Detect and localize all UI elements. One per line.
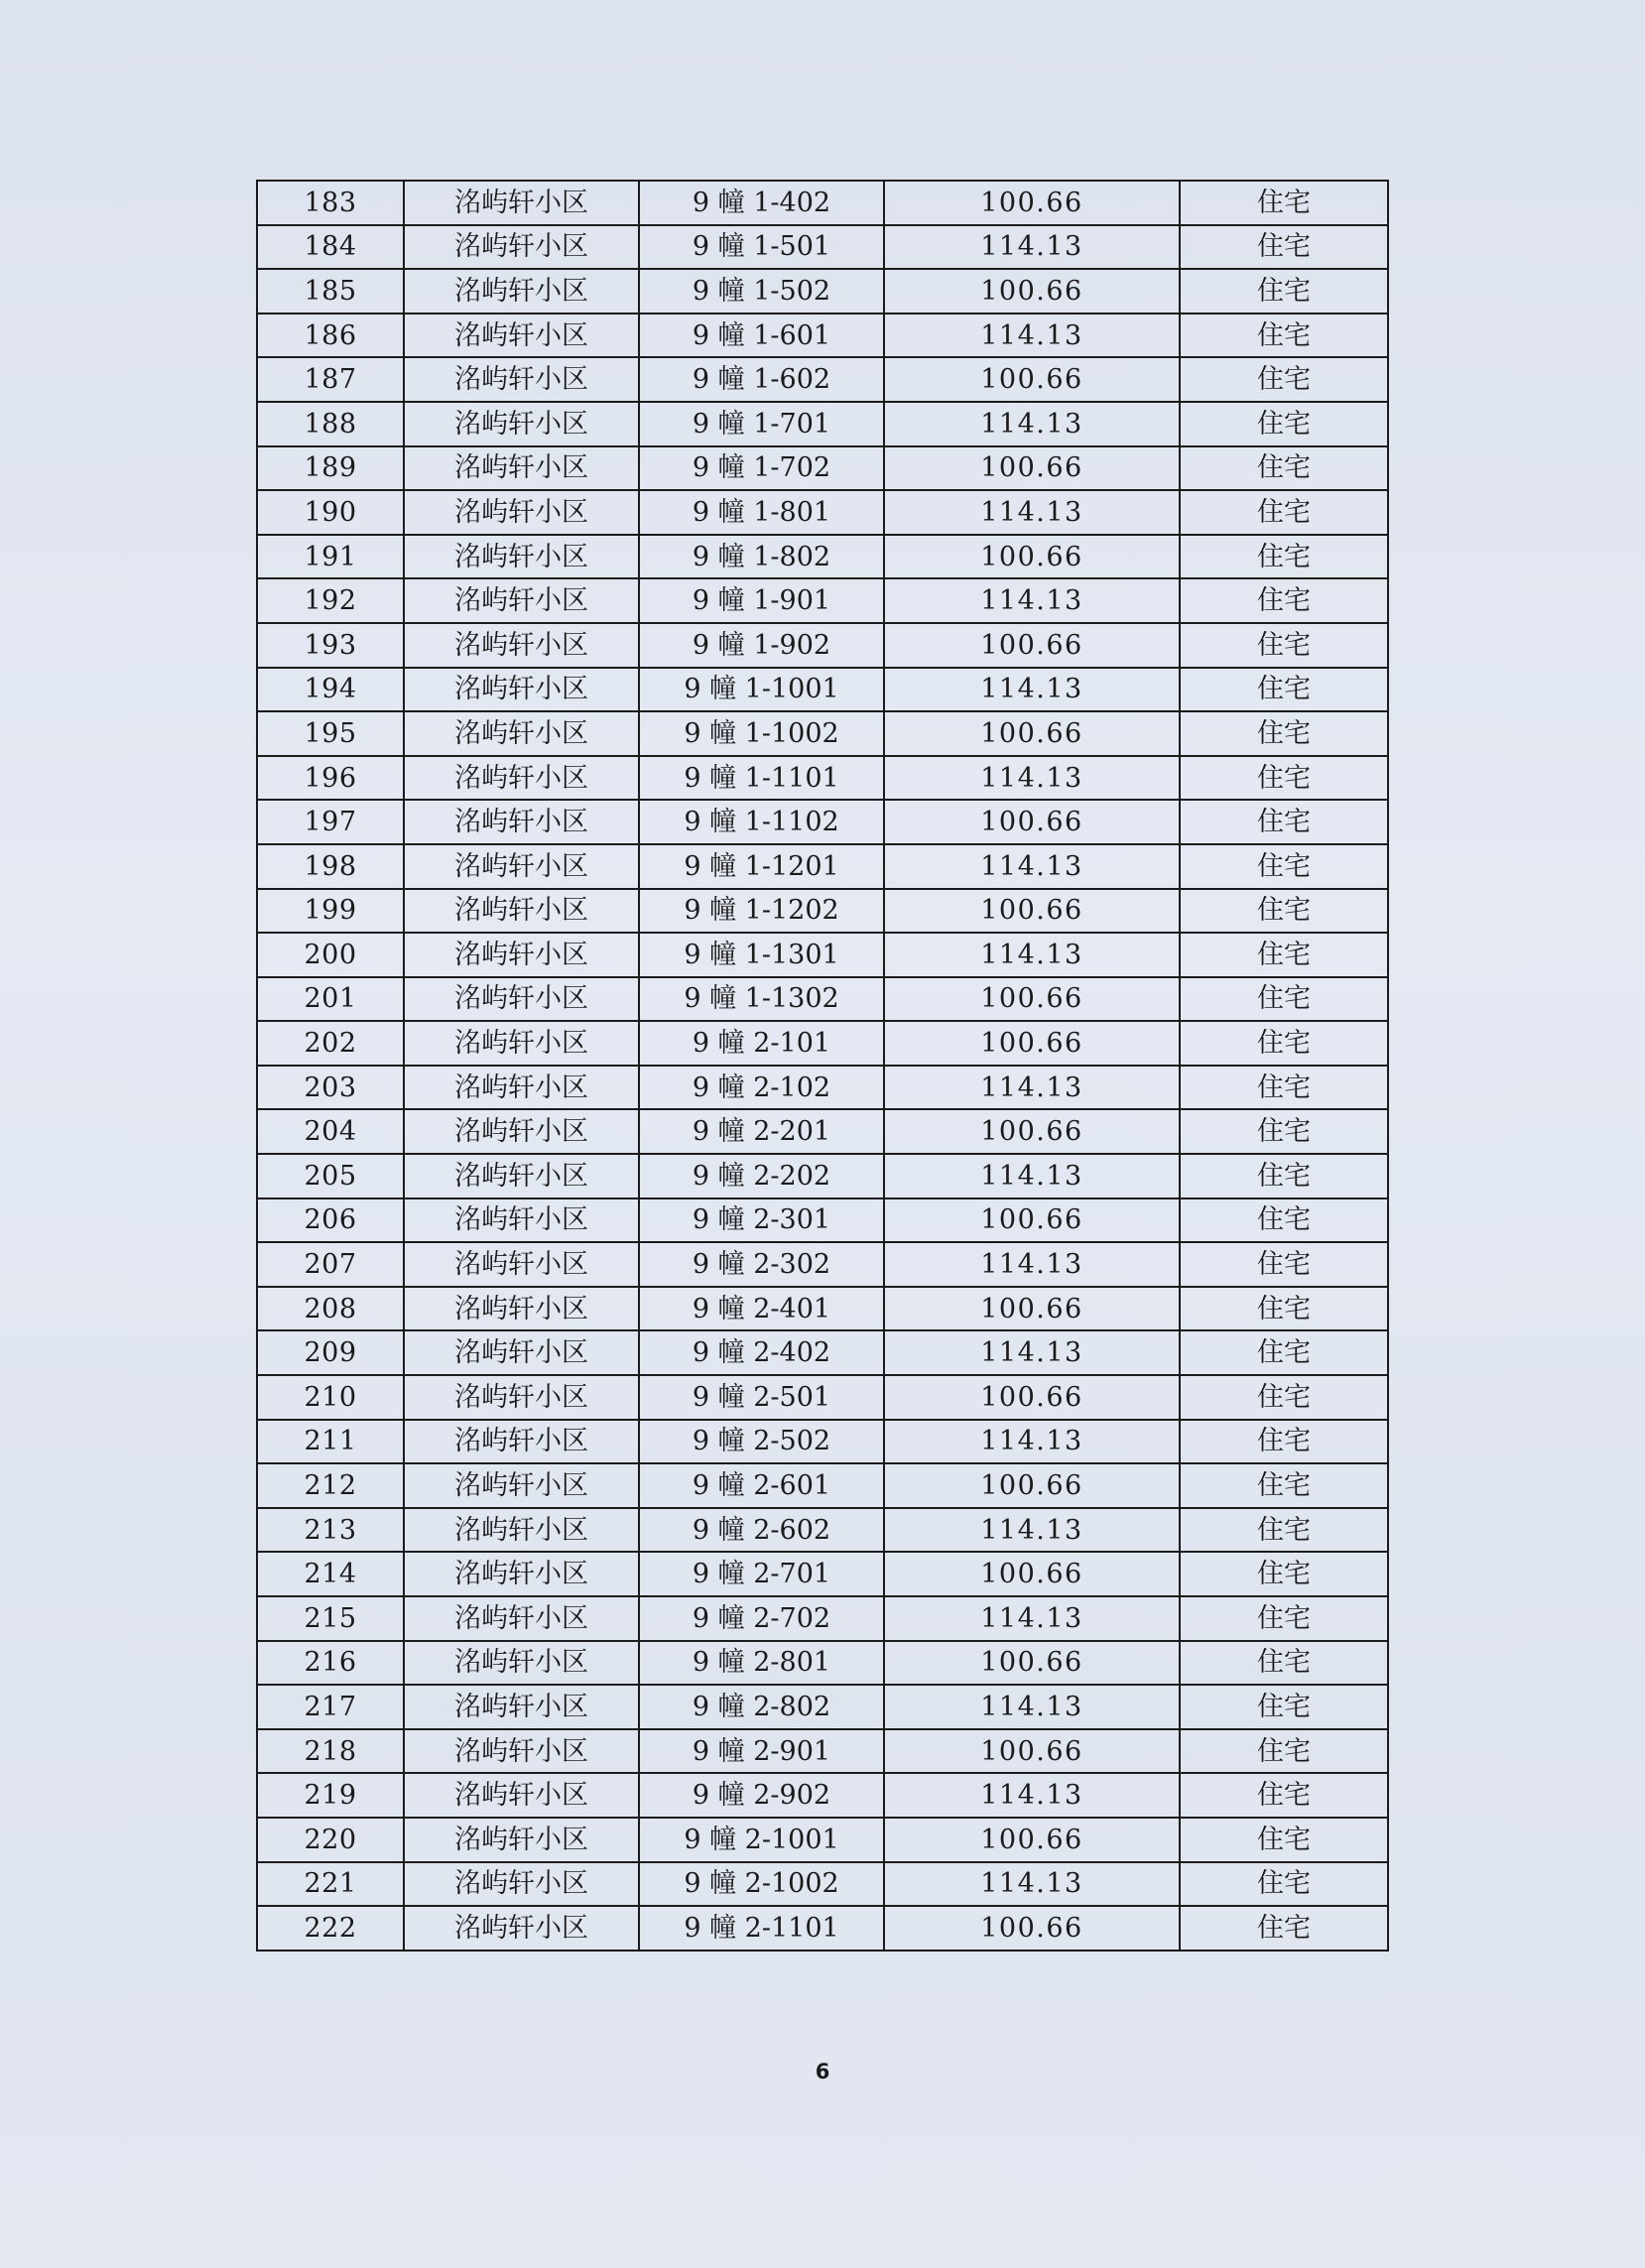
table-row	[257, 402, 1388, 446]
property-use-cell: 住宅	[1180, 1109, 1388, 1154]
property-use-cell: 住宅	[1180, 1463, 1388, 1508]
unit-number-cell: 9 幢 1-602	[639, 357, 884, 402]
community-name-cell: 洺屿轩小区	[404, 933, 639, 977]
floor-area-cell: 114.13	[884, 933, 1180, 977]
floor-area-cell: 114.13	[884, 668, 1180, 712]
floor-area-cell: 100.66	[884, 711, 1180, 756]
row-index-cell: 220	[257, 1818, 404, 1862]
floor-area-cell: 100.66	[884, 800, 1180, 844]
table-row	[257, 181, 1388, 225]
table-row	[257, 1773, 1388, 1818]
floor-area-cell: 114.13	[884, 1420, 1180, 1464]
property-table	[256, 180, 1389, 1952]
community-name-cell: 洺屿轩小区	[404, 357, 639, 402]
row-index-cell: 204	[257, 1109, 404, 1154]
community-name-cell: 洺屿轩小区	[404, 490, 639, 535]
unit-number-cell: 9 幢 1-502	[639, 269, 884, 314]
community-name-cell: 洺屿轩小区	[404, 889, 639, 934]
property-use-cell: 住宅	[1180, 1641, 1388, 1686]
community-name-cell: 洺屿轩小区	[404, 1066, 639, 1110]
unit-number-cell: 9 幢 1-1202	[639, 889, 884, 934]
property-use-cell: 住宅	[1180, 225, 1388, 270]
property-use-cell: 住宅	[1180, 446, 1388, 491]
floor-area-cell: 100.66	[884, 1818, 1180, 1862]
table-row	[257, 1508, 1388, 1553]
floor-area-cell: 100.66	[884, 1463, 1180, 1508]
property-use-cell: 住宅	[1180, 668, 1388, 712]
floor-area-cell: 100.66	[884, 535, 1180, 579]
table-row	[257, 1375, 1388, 1420]
property-use-cell: 住宅	[1180, 1330, 1388, 1375]
property-use-cell: 住宅	[1180, 1818, 1388, 1862]
property-use-cell: 住宅	[1180, 800, 1388, 844]
community-name-cell: 洺屿轩小区	[404, 1906, 639, 1951]
floor-area-cell: 100.66	[884, 977, 1180, 1022]
unit-number-cell: 9 幢 2-601	[639, 1463, 884, 1508]
community-name-cell: 洺屿轩小区	[404, 800, 639, 844]
row-index-cell: 203	[257, 1066, 404, 1110]
community-name-cell: 洺屿轩小区	[404, 1773, 639, 1818]
property-use-cell: 住宅	[1180, 578, 1388, 623]
table-row	[257, 1154, 1388, 1198]
property-use-cell: 住宅	[1180, 1198, 1388, 1243]
floor-area-cell: 114.13	[884, 1154, 1180, 1198]
unit-number-cell: 9 幢 2-901	[639, 1729, 884, 1774]
community-name-cell: 洺屿轩小区	[404, 446, 639, 491]
floor-area-cell: 100.66	[884, 357, 1180, 402]
community-name-cell: 洺屿轩小区	[404, 977, 639, 1022]
unit-number-cell: 9 幢 1-601	[639, 314, 884, 358]
table-row	[257, 1242, 1388, 1287]
row-index-cell: 200	[257, 933, 404, 977]
community-name-cell: 洺屿轩小区	[404, 1198, 639, 1243]
table-row	[257, 668, 1388, 712]
unit-number-cell: 9 幢 1-1301	[639, 933, 884, 977]
property-use-cell: 住宅	[1180, 1552, 1388, 1596]
row-index-cell: 187	[257, 357, 404, 402]
community-name-cell: 洺屿轩小区	[404, 1287, 639, 1331]
property-use-cell: 住宅	[1180, 623, 1388, 668]
property-use-cell: 住宅	[1180, 1375, 1388, 1420]
unit-number-cell: 9 幢 2-802	[639, 1685, 884, 1729]
table-row	[257, 490, 1388, 535]
unit-number-cell: 9 幢 2-702	[639, 1596, 884, 1641]
table-row	[257, 578, 1388, 623]
floor-area-cell: 100.66	[884, 1198, 1180, 1243]
row-index-cell: 206	[257, 1198, 404, 1243]
floor-area-cell: 100.66	[884, 1552, 1180, 1596]
row-index-cell: 222	[257, 1906, 404, 1951]
table-row	[257, 225, 1388, 270]
table-row	[257, 1330, 1388, 1375]
unit-number-cell: 9 幢 2-701	[639, 1552, 884, 1596]
row-index-cell: 216	[257, 1641, 404, 1686]
table-row	[257, 623, 1388, 668]
row-index-cell: 213	[257, 1508, 404, 1553]
row-index-cell: 207	[257, 1242, 404, 1287]
property-use-cell: 住宅	[1180, 844, 1388, 889]
table-row	[257, 269, 1388, 314]
community-name-cell: 洺屿轩小区	[404, 1375, 639, 1420]
table-row	[257, 933, 1388, 977]
table-row	[257, 1066, 1388, 1110]
property-use-cell: 住宅	[1180, 1773, 1388, 1818]
unit-number-cell: 9 幢 1-801	[639, 490, 884, 535]
table-row	[257, 1818, 1388, 1862]
floor-area-cell: 114.13	[884, 1242, 1180, 1287]
unit-number-cell: 9 幢 2-102	[639, 1066, 884, 1110]
row-index-cell: 215	[257, 1596, 404, 1641]
unit-number-cell: 9 幢 1-701	[639, 402, 884, 446]
row-index-cell: 197	[257, 800, 404, 844]
community-name-cell: 洺屿轩小区	[404, 1420, 639, 1464]
property-use-cell: 住宅	[1180, 1596, 1388, 1641]
property-use-cell: 住宅	[1180, 1287, 1388, 1331]
community-name-cell: 洺屿轩小区	[404, 181, 639, 225]
property-use-cell: 住宅	[1180, 1906, 1388, 1951]
unit-number-cell: 9 幢 1-1302	[639, 977, 884, 1022]
table-row	[257, 1862, 1388, 1907]
unit-number-cell: 9 幢 1-1201	[639, 844, 884, 889]
floor-area-cell: 114.13	[884, 225, 1180, 270]
floor-area-cell: 114.13	[884, 314, 1180, 358]
community-name-cell: 洺屿轩小区	[404, 1552, 639, 1596]
table-row	[257, 711, 1388, 756]
property-use-cell: 住宅	[1180, 357, 1388, 402]
row-index-cell: 218	[257, 1729, 404, 1774]
row-index-cell: 201	[257, 977, 404, 1022]
row-index-cell: 191	[257, 535, 404, 579]
community-name-cell: 洺屿轩小区	[404, 1729, 639, 1774]
community-name-cell: 洺屿轩小区	[404, 225, 639, 270]
unit-number-cell: 9 幢 1-702	[639, 446, 884, 491]
row-index-cell: 214	[257, 1552, 404, 1596]
table-row	[257, 446, 1388, 491]
property-use-cell: 住宅	[1180, 977, 1388, 1022]
property-use-cell: 住宅	[1180, 1066, 1388, 1110]
community-name-cell: 洺屿轩小区	[404, 1641, 639, 1686]
row-index-cell: 199	[257, 889, 404, 934]
row-index-cell: 186	[257, 314, 404, 358]
community-name-cell: 洺屿轩小区	[404, 623, 639, 668]
unit-number-cell: 9 幢 1-1001	[639, 668, 884, 712]
table-row	[257, 1287, 1388, 1331]
row-index-cell: 184	[257, 225, 404, 270]
page-number: 6	[815, 2060, 830, 2083]
unit-number-cell: 9 幢 1-402	[639, 181, 884, 225]
community-name-cell: 洺屿轩小区	[404, 1463, 639, 1508]
row-index-cell: 185	[257, 269, 404, 314]
unit-number-cell: 9 幢 2-402	[639, 1330, 884, 1375]
unit-number-cell: 9 幢 2-201	[639, 1109, 884, 1154]
community-name-cell: 洺屿轩小区	[404, 1685, 639, 1729]
unit-number-cell: 9 幢 2-502	[639, 1420, 884, 1464]
unit-number-cell: 9 幢 2-202	[639, 1154, 884, 1198]
property-use-cell: 住宅	[1180, 1729, 1388, 1774]
community-name-cell: 洺屿轩小区	[404, 756, 639, 801]
community-name-cell: 洺屿轩小区	[404, 1330, 639, 1375]
property-use-cell: 住宅	[1180, 535, 1388, 579]
floor-area-cell: 114.13	[884, 578, 1180, 623]
property-use-cell: 住宅	[1180, 1685, 1388, 1729]
floor-area-cell: 114.13	[884, 490, 1180, 535]
unit-number-cell: 9 幢 1-1101	[639, 756, 884, 801]
unit-number-cell: 9 幢 1-1002	[639, 711, 884, 756]
floor-area-cell: 114.13	[884, 1330, 1180, 1375]
unit-number-cell: 9 幢 2-501	[639, 1375, 884, 1420]
row-index-cell: 192	[257, 578, 404, 623]
table-row	[257, 977, 1388, 1022]
community-name-cell: 洺屿轩小区	[404, 402, 639, 446]
floor-area-cell: 114.13	[884, 1685, 1180, 1729]
community-name-cell: 洺屿轩小区	[404, 1508, 639, 1553]
table-row	[257, 1596, 1388, 1641]
floor-area-cell: 100.66	[884, 1641, 1180, 1686]
table-row	[257, 535, 1388, 579]
row-index-cell: 221	[257, 1862, 404, 1907]
row-index-cell: 189	[257, 446, 404, 491]
property-use-cell: 住宅	[1180, 756, 1388, 801]
floor-area-cell: 100.66	[884, 1729, 1180, 1774]
floor-area-cell: 100.66	[884, 1375, 1180, 1420]
row-index-cell: 183	[257, 181, 404, 225]
community-name-cell: 洺屿轩小区	[404, 1242, 639, 1287]
row-index-cell: 198	[257, 844, 404, 889]
community-name-cell: 洺屿轩小区	[404, 1109, 639, 1154]
floor-area-cell: 114.13	[884, 1596, 1180, 1641]
row-index-cell: 196	[257, 756, 404, 801]
row-index-cell: 208	[257, 1287, 404, 1331]
property-use-cell: 住宅	[1180, 1154, 1388, 1198]
row-index-cell: 212	[257, 1463, 404, 1508]
unit-number-cell: 9 幢 2-401	[639, 1287, 884, 1331]
unit-number-cell: 9 幢 2-1001	[639, 1818, 884, 1862]
row-index-cell: 188	[257, 402, 404, 446]
property-use-cell: 住宅	[1180, 1242, 1388, 1287]
table-row	[257, 844, 1388, 889]
unit-number-cell: 9 幢 2-302	[639, 1242, 884, 1287]
table-row	[257, 1420, 1388, 1464]
unit-number-cell: 9 幢 2-902	[639, 1773, 884, 1818]
floor-area-cell: 100.66	[884, 446, 1180, 491]
row-index-cell: 209	[257, 1330, 404, 1375]
community-name-cell: 洺屿轩小区	[404, 314, 639, 358]
row-index-cell: 190	[257, 490, 404, 535]
unit-number-cell: 9 幢 2-1101	[639, 1906, 884, 1951]
floor-area-cell: 100.66	[884, 889, 1180, 934]
property-use-cell: 住宅	[1180, 1508, 1388, 1553]
floor-area-cell: 100.66	[884, 181, 1180, 225]
table-row	[257, 1021, 1388, 1066]
unit-number-cell: 9 幢 2-801	[639, 1641, 884, 1686]
unit-number-cell: 9 幢 2-1002	[639, 1862, 884, 1907]
community-name-cell: 洺屿轩小区	[404, 1596, 639, 1641]
property-use-cell: 住宅	[1180, 490, 1388, 535]
community-name-cell: 洺屿轩小区	[404, 844, 639, 889]
table-row	[257, 1906, 1388, 1951]
row-index-cell: 202	[257, 1021, 404, 1066]
table-row	[257, 1685, 1388, 1729]
table-row	[257, 1109, 1388, 1154]
property-table-container	[256, 180, 1387, 1952]
floor-area-cell: 100.66	[884, 269, 1180, 314]
table-row	[257, 889, 1388, 934]
floor-area-cell: 114.13	[884, 1066, 1180, 1110]
community-name-cell: 洺屿轩小区	[404, 269, 639, 314]
property-use-cell: 住宅	[1180, 402, 1388, 446]
unit-number-cell: 9 幢 2-301	[639, 1198, 884, 1243]
row-index-cell: 194	[257, 668, 404, 712]
property-use-cell: 住宅	[1180, 1420, 1388, 1464]
row-index-cell: 210	[257, 1375, 404, 1420]
unit-number-cell: 9 幢 1-902	[639, 623, 884, 668]
floor-area-cell: 100.66	[884, 623, 1180, 668]
row-index-cell: 211	[257, 1420, 404, 1464]
property-use-cell: 住宅	[1180, 269, 1388, 314]
row-index-cell: 217	[257, 1685, 404, 1729]
row-index-cell: 205	[257, 1154, 404, 1198]
property-use-cell: 住宅	[1180, 933, 1388, 977]
unit-number-cell: 9 幢 2-101	[639, 1021, 884, 1066]
property-use-cell: 住宅	[1180, 889, 1388, 934]
table-row	[257, 314, 1388, 358]
floor-area-cell: 114.13	[884, 402, 1180, 446]
unit-number-cell: 9 幢 1-501	[639, 225, 884, 270]
property-use-cell: 住宅	[1180, 711, 1388, 756]
floor-area-cell: 100.66	[884, 1906, 1180, 1951]
community-name-cell: 洺屿轩小区	[404, 1154, 639, 1198]
row-index-cell: 219	[257, 1773, 404, 1818]
floor-area-cell: 114.13	[884, 1773, 1180, 1818]
property-use-cell: 住宅	[1180, 314, 1388, 358]
floor-area-cell: 114.13	[884, 844, 1180, 889]
floor-area-cell: 100.66	[884, 1021, 1180, 1066]
community-name-cell: 洺屿轩小区	[404, 711, 639, 756]
unit-number-cell: 9 幢 2-602	[639, 1508, 884, 1553]
property-use-cell: 住宅	[1180, 1862, 1388, 1907]
community-name-cell: 洺屿轩小区	[404, 1021, 639, 1066]
community-name-cell: 洺屿轩小区	[404, 578, 639, 623]
community-name-cell: 洺屿轩小区	[404, 535, 639, 579]
unit-number-cell: 9 幢 1-1102	[639, 800, 884, 844]
floor-area-cell: 114.13	[884, 756, 1180, 801]
community-name-cell: 洺屿轩小区	[404, 668, 639, 712]
property-use-cell: 住宅	[1180, 181, 1388, 225]
table-row	[257, 357, 1388, 402]
row-index-cell: 193	[257, 623, 404, 668]
unit-number-cell: 9 幢 1-802	[639, 535, 884, 579]
floor-area-cell: 114.13	[884, 1862, 1180, 1907]
table-row	[257, 1552, 1388, 1596]
table-row	[257, 800, 1388, 844]
table-row	[257, 756, 1388, 801]
table-row	[257, 1641, 1388, 1686]
floor-area-cell: 114.13	[884, 1508, 1180, 1553]
property-table-body	[257, 181, 1388, 1951]
table-row	[257, 1463, 1388, 1508]
property-use-cell: 住宅	[1180, 1021, 1388, 1066]
row-index-cell: 195	[257, 711, 404, 756]
table-row	[257, 1729, 1388, 1774]
floor-area-cell: 100.66	[884, 1109, 1180, 1154]
community-name-cell: 洺屿轩小区	[404, 1862, 639, 1907]
community-name-cell: 洺屿轩小区	[404, 1818, 639, 1862]
floor-area-cell: 100.66	[884, 1287, 1180, 1331]
unit-number-cell: 9 幢 1-901	[639, 578, 884, 623]
table-row	[257, 1198, 1388, 1243]
